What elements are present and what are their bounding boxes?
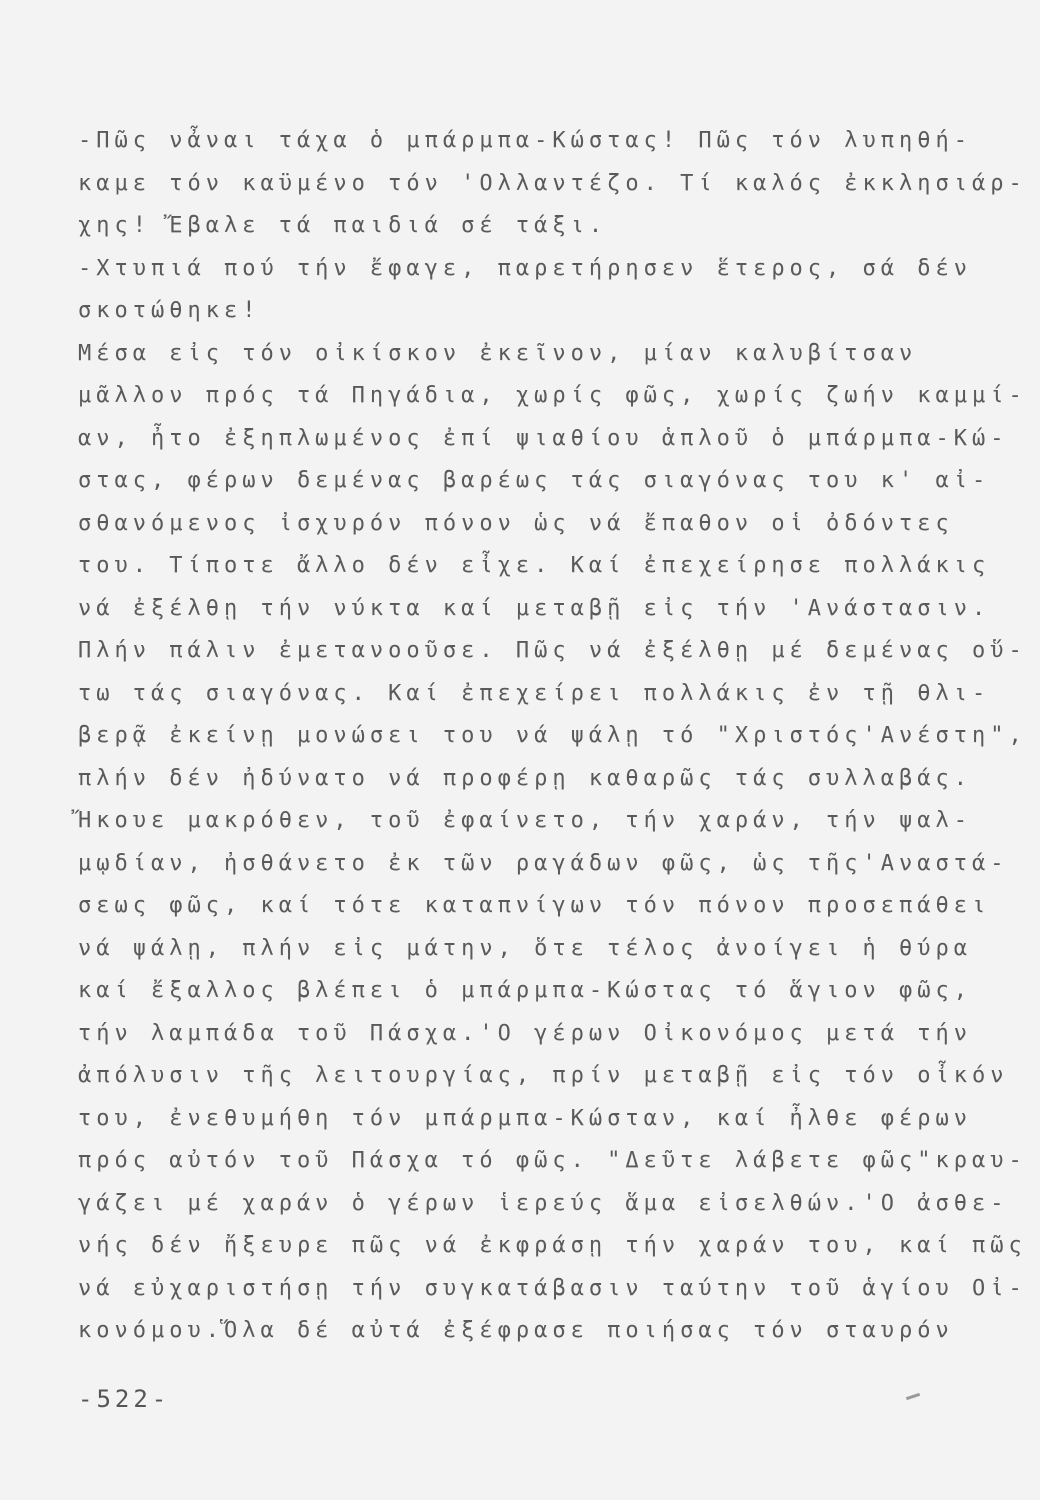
text-line: τω τάς σιαγόνας. Καί ἐπεχείρει πολλάκις ἐν τῇ θλι- <box>78 680 991 706</box>
text-line: μῳδίαν, ἠσθάνετο ἐκ τῶν ραγάδων φῶς, ὡς τῆς'Αναστά- <box>78 850 1009 876</box>
text-line: πρός αὐτόν τοῦ Πάσχα τό φῶς. "Δεῦτε λάβετε φῶς"κραυ- <box>78 1148 1027 1173</box>
text-line: νής δέν ἤξευρε πῶς νά ἐκφράσῃ τήν χαράν του, καί πῶς <box>78 1233 1027 1258</box>
text-line: χης! Ἔβαλε τά παιδιά σέ τάξι. <box>78 213 608 238</box>
text-line: αν, ἦτο ἐξηπλωμένος ἐπί ψιαθίου ἁπλοῦ ὁ μπάρμπα-Κώ- <box>78 425 1009 451</box>
text-line: στας, φέρων δεμένας βαρέως τάς σιαγόνας του κ' αἰ- <box>78 468 991 493</box>
text-line: νά εὐχαριστήσῃ τήν συγκατάβασιν ταύτην τοῦ ἁγίου Οἰ- <box>78 1275 1027 1301</box>
text-line: του, ἐνεθυμήθη τόν μπάρμπα-Κώσταν, καί ἦλθε φέρων <box>78 1105 973 1131</box>
stray-mark <box>906 1393 920 1400</box>
text-line: Ἤκουε μακρόθεν, τοῦ ἐφαίνετο, τήν χαράν, τήν ψαλ- <box>78 808 973 833</box>
text-line: Μέσα εἰς τόν οἰκίσκον ἐκεῖνον, μίαν καλυβίτσαν <box>78 340 918 366</box>
text-line: νά ψάλῃ, πλήν εἰς μάτην, ὅτε τέλος ἀνοίγει ἡ θύρα <box>78 935 973 961</box>
text-line: νά ἐξέλθῃ τήν νύκτα καί μεταβῇ εἰς τήν 'Ανάστασιν. <box>78 595 991 621</box>
text-line: Πλήν πάλιν ἐμετανοοῦσε. Πῶς νά ἐξέλθῃ μέ δεμένας οὕ- <box>78 638 1027 663</box>
text-line: γάζει μέ χαράν ὁ γέρων ἱερεύς ἅμα εἰσελθών.'Ο ἀσθε- <box>78 1190 1009 1216</box>
text-line: καί ἔξαλλος βλέπει ὁ μπάρμπα-Κώστας τό ἅγιον φῶς, <box>78 978 973 1003</box>
text-line: σθανόμενος ἰσχυρόν πόνον ὡς νά ἔπαθον οἱ ὀδόντες <box>78 510 954 536</box>
text-line: βερᾷ ἐκείνῃ μονώσει του νά ψάλῃ τό "Χριστός'Ανέστη", <box>78 723 1027 748</box>
text-line: τήν λαμπάδα τοῦ Πάσχα.'Ο γέρων Οἰκονόμος μετά τήν <box>78 1020 973 1046</box>
text-line: σκοτώθηκε! <box>78 298 261 323</box>
body-text <box>78 120 1027 1353</box>
text-line: σεως φῶς, καί τότε καταπνίγων τόν πόνον προσεπάθει <box>78 893 991 918</box>
page-number: -522- <box>78 1385 171 1413</box>
text-line: ἀπόλυσιν τῆς λειτουργίας, πρίν μεταβῇ εἰς τόν οἶκόν <box>78 1063 1009 1088</box>
text-line: πλήν δέν ἠδύνατο νά προφέρῃ καθαρῶς τάς συλλαβάς. <box>78 765 973 791</box>
text-line: -Χτυπιά πού τήν ἔφαγε, παρετήρησεν ἕτερος, σά δέν <box>78 255 973 281</box>
text-line: -Πῶς νἆναι τάχα ὁ μπάρμπα-Κώστας! Πῶς τόν λυπηθή- <box>78 128 973 153</box>
text-line: του. Τίποτε ἄλλο δέν εἶχε. Καί ἐπεχείρησε πολλάκις <box>78 553 991 578</box>
text-line: καμε τόν καϋμένο τόν 'Ολλαντέζο. Τί καλός ἐκκλησιάρ- <box>78 170 1027 196</box>
text-line: μᾶλλον πρός τά Πηγάδια, χωρίς φῶς, χωρίς ζωήν καμμί- <box>78 383 1027 408</box>
text-line: κονόμου.Ὅλα δέ αὐτά ἐξέφρασε ποιήσας τόν σταυρόν <box>78 1318 954 1343</box>
